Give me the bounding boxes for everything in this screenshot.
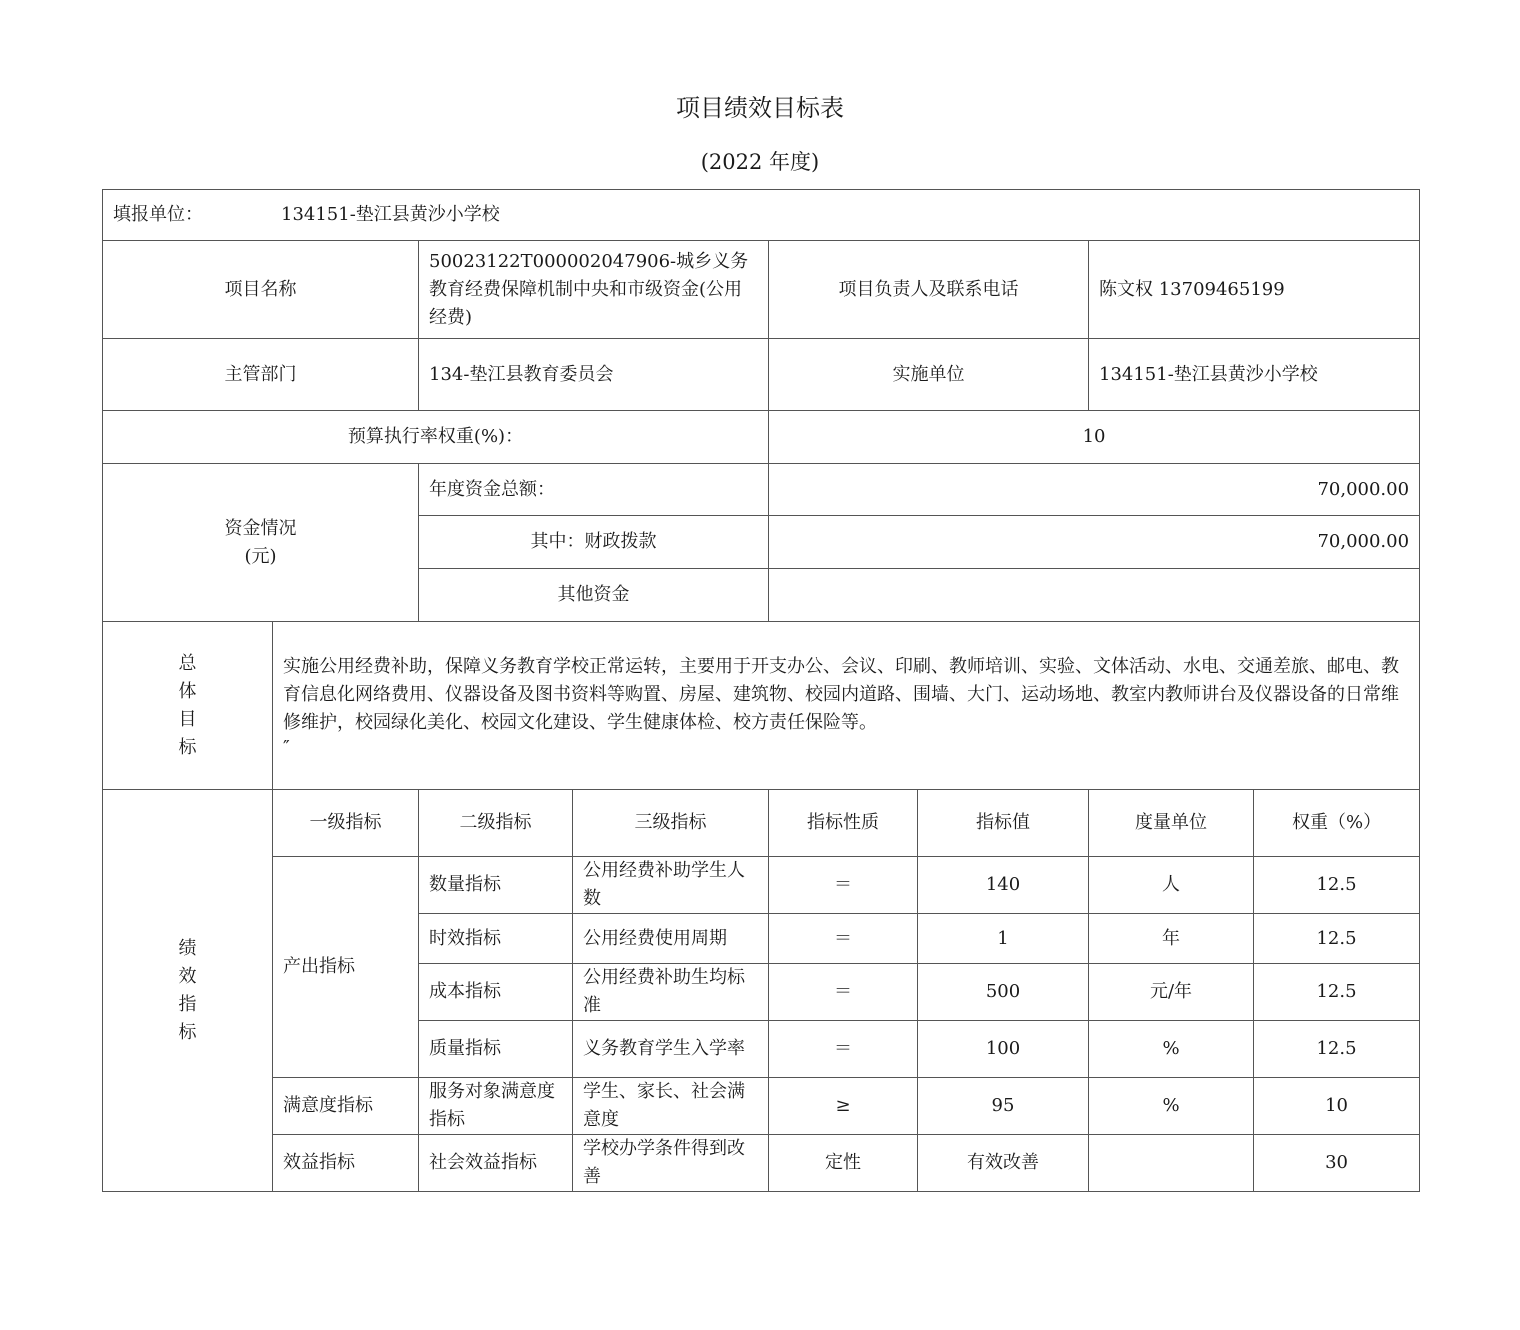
nature-cell: 定性 xyxy=(769,1135,918,1192)
reporting-unit-cell xyxy=(103,190,1420,241)
weight-cell: 12.5 xyxy=(1254,857,1420,914)
funds-label-line1: 资金情况 xyxy=(224,517,297,539)
department-row xyxy=(103,339,1420,411)
weight-cell: 12.5 xyxy=(1254,914,1420,964)
unit-cell: 年 xyxy=(1089,914,1254,964)
level1-output: 产出指标 xyxy=(273,857,419,1078)
funds-other-value xyxy=(769,569,1420,622)
nature-cell: ＝ xyxy=(769,857,918,914)
unit-cell xyxy=(1089,1135,1254,1192)
level2-cell: 质量指标 xyxy=(419,1021,573,1078)
overall-goal-char: 总 xyxy=(178,652,197,674)
value-cell: 95 xyxy=(918,1078,1089,1135)
overall-goal-row xyxy=(103,622,1420,790)
funds-fiscal-value: 70,000.00 xyxy=(769,516,1420,569)
nature-cell: ≥ xyxy=(769,1078,918,1135)
weight-cell: 12.5 xyxy=(1254,1021,1420,1078)
funds-label xyxy=(103,464,419,622)
indicators-char: 标 xyxy=(178,1021,197,1043)
indicators-char: 绩 xyxy=(178,937,197,959)
indicators-char: 效 xyxy=(178,965,197,987)
page-subtitle: (2022 年度) xyxy=(700,150,820,174)
project-name-value: 50023122T000002047906-城乡义务教育经费保障机制中央和市级资金(公用经费) xyxy=(419,241,769,339)
level2-cell: 时效指标 xyxy=(419,914,573,964)
indicator-header-row xyxy=(103,790,1420,857)
value-cell: 140 xyxy=(918,857,1089,914)
project-name-label: 项目名称 xyxy=(103,241,419,339)
page-title: 项目绩效目标表 xyxy=(676,94,844,122)
level2-cell: 数量指标 xyxy=(419,857,573,914)
value-cell: 100 xyxy=(918,1021,1089,1078)
level3-cell: 公用经费使用周期 xyxy=(573,914,769,964)
indicators-char: 指 xyxy=(178,993,197,1015)
overall-goal-trailing-mark: ″ xyxy=(283,736,290,758)
level3-cell: 公用经费补助学生人数 xyxy=(573,857,769,914)
header-unit: 度量单位 xyxy=(1089,790,1254,857)
funds-label-line2: (元) xyxy=(244,545,277,567)
overall-goal-text: 实施公用经费补助，保障义务教育学校正常运转，主要用于开支办公、会议、印刷、教师培训、实验、文体活动、水电、交通差旅、邮电、教育信息化网络费用、仪器设备及图书资料等购置、房屋、建筑物、校园内道路、围墙、大门、运动场地、教室内教师讲台及仪器设备的日常维修维护，校园绿化美化、校园文化建设、学生健康体检、校方责任保险等。 xyxy=(283,655,1399,733)
level2-cell: 成本指标 xyxy=(419,964,573,1021)
budget-weight-value: 10 xyxy=(769,411,1420,464)
performance-table xyxy=(102,189,1420,1192)
table-row xyxy=(103,1078,1420,1135)
unit-cell: % xyxy=(1089,1021,1254,1078)
value-cell: 有效改善 xyxy=(918,1135,1089,1192)
reporting-unit-value: 134151-垫江县黄沙小学校 xyxy=(281,204,500,225)
value-cell: 1 xyxy=(918,914,1089,964)
overall-goal-label xyxy=(103,622,273,790)
overall-goal-char: 目 xyxy=(178,708,197,730)
nature-cell: ＝ xyxy=(769,1021,918,1078)
funds-total-label: 年度资金总额： xyxy=(419,464,769,516)
funds-other-label: 其他资金 xyxy=(419,569,769,622)
header-level1: 一级指标 xyxy=(273,790,419,857)
implementing-unit-label: 实施单位 xyxy=(769,339,1089,411)
indicators-label xyxy=(103,790,273,1192)
table-row xyxy=(103,857,1420,914)
funds-fiscal-label: 其中：财政拨款 xyxy=(419,516,769,569)
unit-cell: 元/年 xyxy=(1089,964,1254,1021)
nature-cell: ＝ xyxy=(769,964,918,1021)
funds-total-value: 70,000.00 xyxy=(769,464,1420,516)
reporting-unit-label: 填报单位： xyxy=(113,204,203,225)
level3-cell: 公用经费补助生均标准 xyxy=(573,964,769,1021)
level3-cell: 学校办学条件得到改善 xyxy=(573,1135,769,1192)
weight-cell: 10 xyxy=(1254,1078,1420,1135)
level1-benefit: 效益指标 xyxy=(273,1135,419,1192)
header-nature: 指标性质 xyxy=(769,790,918,857)
funds-total-row xyxy=(103,464,1420,516)
header-level3: 三级指标 xyxy=(573,790,769,857)
department-label: 主管部门 xyxy=(103,339,419,411)
value-cell: 500 xyxy=(918,964,1089,1021)
project-leader-label: 项目负责人及联系电话 xyxy=(769,241,1089,339)
unit-cell: % xyxy=(1089,1078,1254,1135)
overall-goal-char: 标 xyxy=(178,736,197,758)
table-row xyxy=(103,1135,1420,1192)
budget-weight-row xyxy=(103,411,1420,464)
unit-cell: 人 xyxy=(1089,857,1254,914)
header-weight: 权重（%） xyxy=(1254,790,1420,857)
implementing-unit-value: 134151-垫江县黄沙小学校 xyxy=(1089,339,1420,411)
level2-cell: 服务对象满意度指标 xyxy=(419,1078,573,1135)
reporting-unit-row xyxy=(103,190,1420,241)
header-level2: 二级指标 xyxy=(419,790,573,857)
overall-goal-text-cell xyxy=(273,622,1420,790)
level3-cell: 义务教育学生入学率 xyxy=(573,1021,769,1078)
department-value: 134-垫江县教育委员会 xyxy=(419,339,769,411)
level2-cell: 社会效益指标 xyxy=(419,1135,573,1192)
nature-cell: ＝ xyxy=(769,914,918,964)
level1-satisfaction: 满意度指标 xyxy=(273,1078,419,1135)
budget-weight-label: 预算执行率权重(%)： xyxy=(103,411,769,464)
overall-goal-char: 体 xyxy=(178,680,197,702)
level3-cell: 学生、家长、社会满意度 xyxy=(573,1078,769,1135)
header-value: 指标值 xyxy=(918,790,1089,857)
weight-cell: 12.5 xyxy=(1254,964,1420,1021)
weight-cell: 30 xyxy=(1254,1135,1420,1192)
project-leader-value: 陈文权 13709465199 xyxy=(1089,241,1420,339)
project-row xyxy=(103,241,1420,339)
